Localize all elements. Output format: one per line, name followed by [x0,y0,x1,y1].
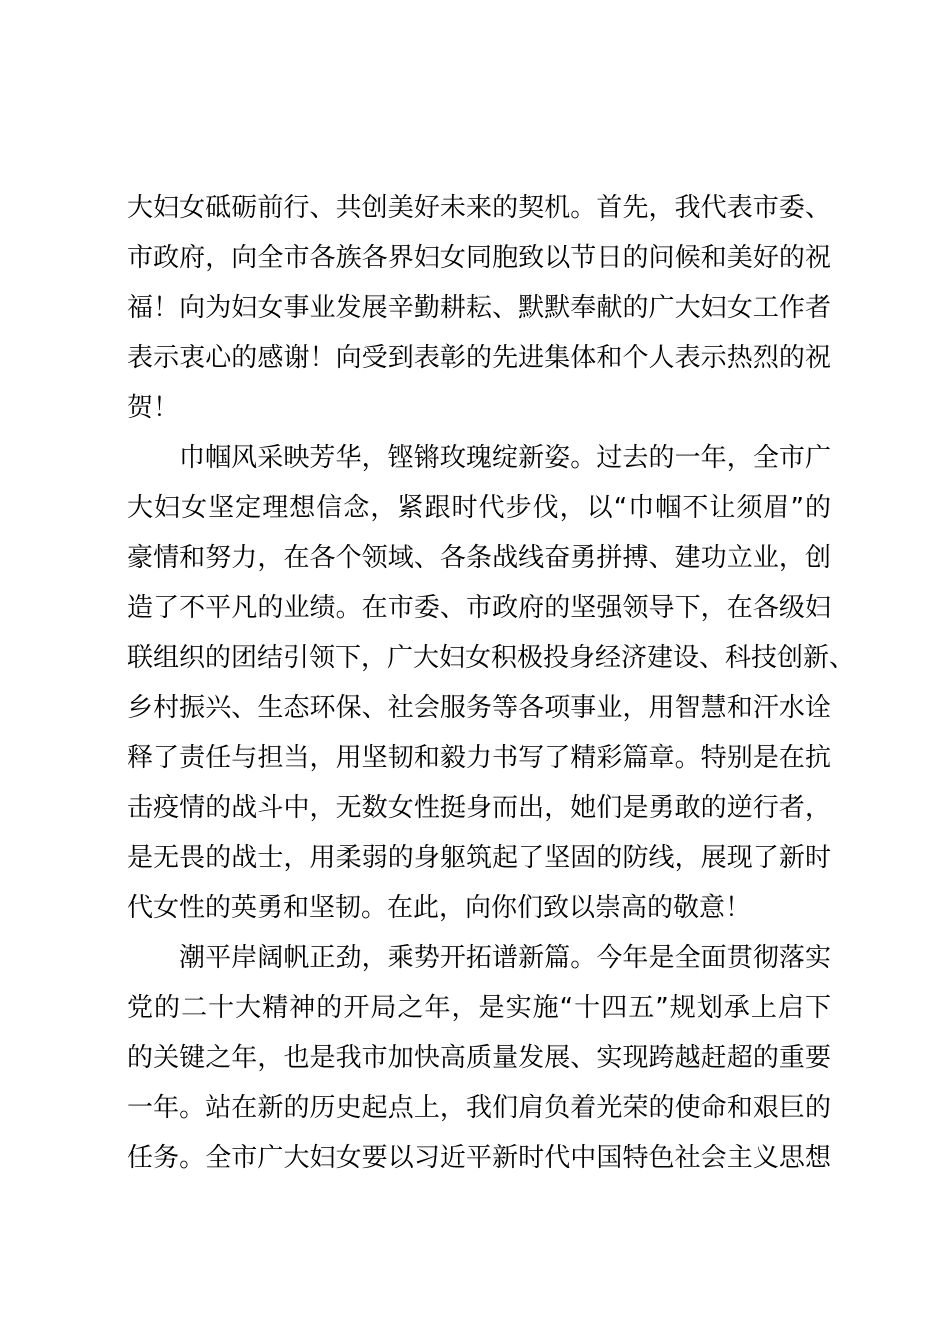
text-line: 释了责任与担当，用坚韧和毅力书写了精彩篇章。特别是在抗 [127,743,831,773]
text-line: 代女性的英勇和坚韧。在此，向你们致以崇高的敬意！ [127,893,752,923]
text-line: 任务。全市广大妇女要以习近平新时代中国特色社会主义思想 [127,1143,831,1173]
document-body [127,183,856,1183]
text-line: 党的二十大精神的开局之年，是实施“十四五”规划承上启下 [127,993,831,1023]
paragraph-first-line: 潮平岸阔帆正劲，乘势开拓谱新篇。今年是全面贯彻落实 [179,943,831,973]
text-line: 大妇女坚定理想信念，紧跟时代步伐，以“巾帼不让须眉”的 [127,493,831,523]
text-line: 福！向为妇女事业发展辛勤耕耘、默默奉献的广大妇女工作者 [127,293,831,323]
text-line: 大妇女砥砺前行、共创美好未来的契机。首先，我代表市委、 [127,193,831,223]
text-line: 市政府，向全市各族各界妇女同胞致以节日的问候和美好的祝 [127,243,831,273]
text-line: 豪情和努力，在各个领域、各条战线奋勇拼搏、建功立业，创 [127,543,831,573]
text-line: 一年。站在新的历史起点上，我们肩负着光荣的使命和艰巨的 [127,1093,831,1123]
text-line: 击疫情的战斗中，无数女性挺身而出，她们是勇敢的逆行者， [127,793,831,823]
text-line: 联组织的团结引领下，广大妇女积极投身经济建设、科技创新、 [127,643,856,673]
text-line: 贺！ [127,393,180,423]
paragraph-first-line: 巾帼风采映芳华，铿锵玫瑰绽新姿。过去的一年，全市广 [179,443,831,473]
text-line: 乡村振兴、生态环保、社会服务等各项事业，用智慧和汗水诠 [127,693,831,723]
text-line: 是无畏的战士，用柔弱的身躯筑起了坚固的防线，展现了新时 [127,843,831,873]
text-line: 的关键之年，也是我市加快高质量发展、实现跨越赶超的重要 [127,1043,831,1073]
text-line: 表示衷心的感谢！向受到表彰的先进集体和个人表示热烈的祝 [127,343,831,373]
text-line: 造了不平凡的业绩。在市委、市政府的坚强领导下，在各级妇 [127,593,831,623]
